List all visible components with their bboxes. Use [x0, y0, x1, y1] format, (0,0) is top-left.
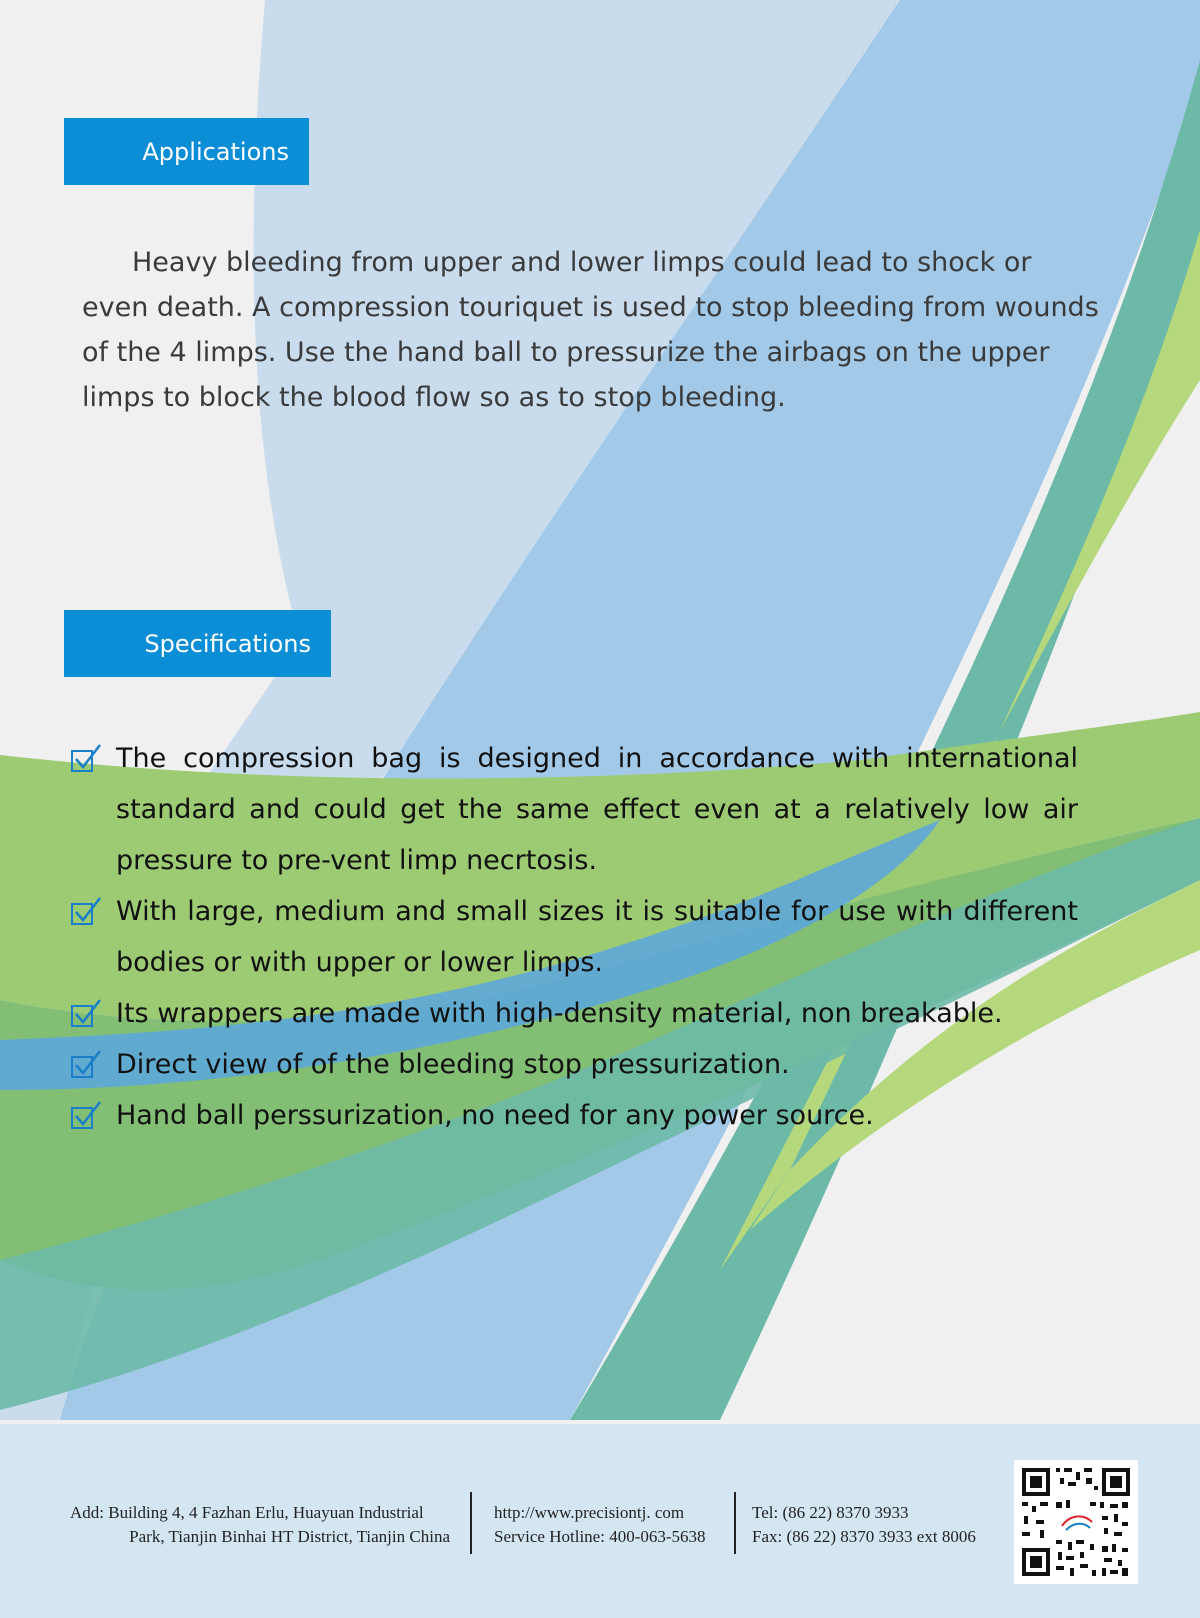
- spec-item-text: Hand ball perssurization, no need for any power source.: [116, 1100, 874, 1131]
- address-line-1: Add: Building 4, 4 Fazhan Erlu, Huayuan Industrial: [70, 1503, 424, 1522]
- spec-item: [70, 1039, 1078, 1090]
- website-link[interactable]: http://www.precisiontj. com: [494, 1503, 685, 1522]
- spec-item-text: The compression bag is designed in accordance with international standard and could get the same effect even at a relatively low air pressure to pre-vent limp necrtosis.: [116, 743, 1078, 876]
- tel-number: Tel: (86 22) 8370 3933: [752, 1503, 909, 1522]
- service-hotline: Service Hotline: 400-063-5638: [494, 1527, 706, 1546]
- spec-item: [70, 733, 1078, 886]
- checkbox-icon: [70, 998, 102, 1028]
- specifications-header-label: Specifications: [144, 629, 311, 658]
- applications-header-label: Applications: [142, 137, 289, 166]
- spec-item: [70, 988, 1078, 1039]
- footer-divider: [470, 1492, 472, 1554]
- specifications-list: [70, 733, 1078, 1141]
- address-line-2: Park, Tianjin Binhai HT District, Tianjin China: [129, 1527, 450, 1546]
- checkbox-icon: [70, 1100, 102, 1130]
- footer: [0, 1424, 1200, 1618]
- footer-address: [70, 1501, 450, 1549]
- specifications-header: [64, 610, 331, 677]
- checkbox-icon: [70, 1049, 102, 1079]
- spec-item-text: Its wrappers are made with high-density material, non breakable.: [116, 998, 1003, 1029]
- applications-header: [64, 118, 309, 185]
- checkbox-icon: [70, 743, 102, 773]
- qr-code-icon: [1014, 1460, 1138, 1584]
- spec-item-text: Direct view of of the bleeding stop pressurization.: [116, 1049, 790, 1080]
- spec-item-text: With large, medium and small sizes it is suitable for use with different bodies or with upper or lower limps.: [116, 896, 1078, 978]
- applications-paragraph: Heavy bleeding from upper and lower limps could lead to shock or even death. A compression touriquet is used to stop bleeding from wounds of the 4 limps. Use the hand ball to pressurize the airbags on the upper limps to block the blood flow so as to stop bleeding.: [82, 247, 1099, 413]
- checkbox-icon: [70, 896, 102, 926]
- footer-divider: [734, 1492, 736, 1554]
- spec-item: [70, 1090, 1078, 1141]
- fax-number: Fax: (86 22) 8370 3933 ext 8006: [752, 1527, 976, 1546]
- footer-web: [494, 1501, 706, 1549]
- footer-contact: [752, 1501, 976, 1549]
- spec-item: [70, 886, 1078, 988]
